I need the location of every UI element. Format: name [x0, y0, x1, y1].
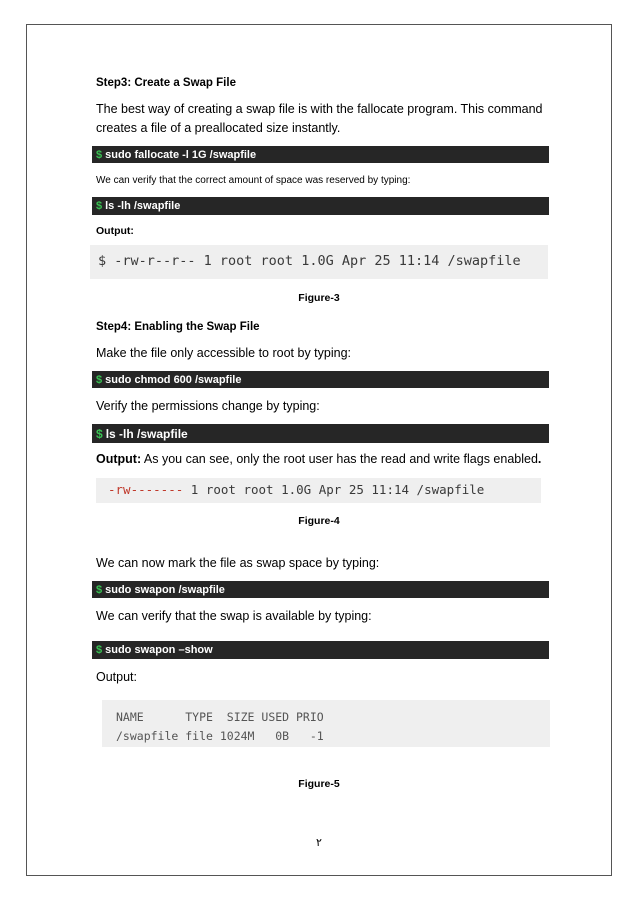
output-code-block-figure4: [96, 478, 541, 503]
figure-4-caption: Figure-4: [298, 515, 340, 527]
command-swapon-show: [92, 641, 549, 659]
step3-paragraph-line1: The best way of creating a swap file is with the fallocate program. This command: [96, 102, 543, 116]
command-text: sudo swapon /swapfile: [105, 583, 225, 596]
step4-output-text: As you can see, only the root user has the read and write flags enabled: [141, 452, 538, 466]
step3-verify-text: We can verify that the correct amount of space was reserved by typing:: [96, 175, 411, 186]
step3-heading: Step3: Create a Swap File: [96, 77, 236, 89]
command-chmod: [92, 371, 549, 388]
command-text: sudo chmod 600 /swapfile: [105, 373, 242, 386]
swapon-output-label: Output:: [96, 670, 137, 684]
command-fallocate: [92, 146, 549, 163]
command-text: ls -lh /swapfile: [105, 200, 181, 212]
output-table-header: NAME TYPE SIZE USED PRIO: [116, 710, 324, 724]
command-text: sudo fallocate -l 1G /swapfile: [105, 148, 257, 161]
command-ls-2: [92, 424, 549, 443]
prompt-symbol: $: [96, 583, 103, 596]
command-ls-1: [92, 197, 549, 215]
step3-output-label: Output:: [96, 225, 134, 237]
command-swapon: [92, 581, 549, 598]
permission-string: -rw-------: [108, 482, 184, 497]
command-text: sudo swapon –show: [105, 644, 213, 656]
swapon-paragraph-1: We can now mark the file as swap space by typing:: [96, 556, 380, 570]
output-code-block-figure3: [90, 245, 548, 279]
page-number: ٢: [316, 837, 322, 849]
output-code-line: $ -rw-r--r-- 1 root root 1.0G Apr 25 11:14 /swapfile: [98, 253, 521, 269]
prompt-symbol: $: [96, 644, 103, 656]
prompt-symbol: $: [96, 200, 103, 212]
output-table-row: /swapfile file 1024M 0B -1: [116, 729, 324, 743]
prompt-symbol: $: [96, 426, 103, 441]
step3-paragraph: [96, 100, 556, 138]
command-text: ls -lh /swapfile: [105, 426, 188, 441]
figure-3-caption: Figure-3: [298, 292, 340, 304]
step4-output-line: [96, 450, 541, 469]
step4-heading: Step4: Enabling the Swap File: [96, 321, 260, 333]
step4-paragraph-2: Verify the permissions change by typing:: [96, 399, 320, 413]
swapon-paragraph-2: We can verify that the swap is available by typing:: [96, 609, 372, 623]
output-table-block-figure5: [102, 700, 550, 747]
prompt-symbol: $: [96, 373, 103, 386]
step4-output-period: .: [537, 452, 542, 466]
step3-paragraph-line2: creates a file of a preallocated size instantly.: [96, 121, 341, 135]
prompt-symbol: $: [96, 148, 103, 161]
step4-paragraph-1: Make the file only accessible to root by typing:: [96, 346, 351, 360]
figure-5-caption: Figure-5: [298, 778, 340, 790]
output-code-line: -rw------- 1 root root 1.0G Apr 25 11:14 /swapfile: [108, 482, 485, 497]
step4-output-label: Output:: [96, 452, 142, 466]
